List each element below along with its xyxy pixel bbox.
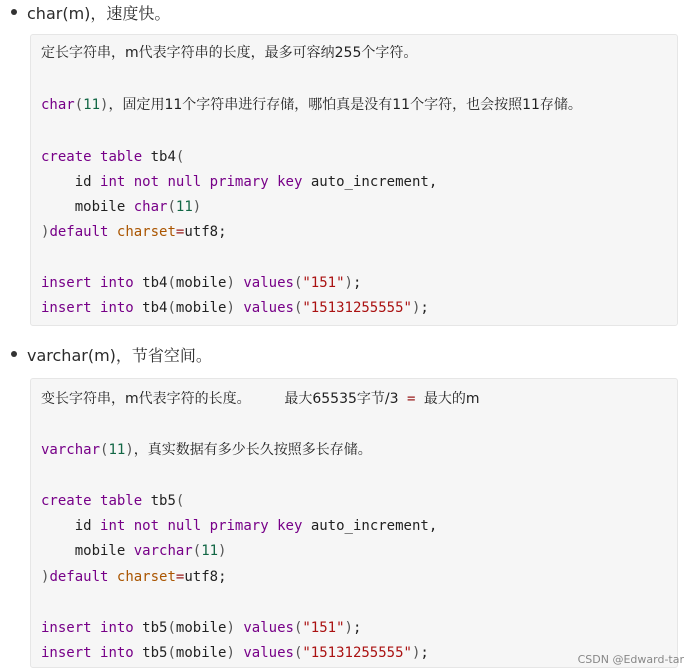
watermark: CSDN @Edward-tar (577, 653, 684, 666)
bullet-dot (11, 9, 17, 15)
comment-line: varchar(11)，真实数据有多少长久按照多长存储。 (41, 442, 372, 458)
code-line: id int not null primary key auto_increment, (74, 174, 438, 190)
bullet-text: varchar(m)，节省空间。 (27, 345, 212, 365)
code-line: )default charset=utf8; (41, 224, 227, 240)
code-line: insert into tb4(mobile) values("151"); (41, 275, 362, 291)
code-line: insert into tb4(mobile) values("15131255555"); (41, 300, 429, 316)
code-block-char (30, 34, 678, 326)
comment-line: 变长字符串，m代表字符的长度。 最大65535字节/3 = 最大的m (41, 391, 480, 407)
bullet-dot (11, 351, 17, 357)
bullet-text: char(m)，速度快。 (27, 3, 171, 23)
bullet-item-char (9, 0, 170, 24)
code-line: insert into tb5(mobile) values("15131255555"); (41, 645, 429, 661)
comment-line: char(11)，固定用11个字符串进行存储，哪怕真是没有11个字符，也会按照11存储。 (41, 97, 582, 113)
code-line: create table tb4( (41, 149, 185, 165)
bullet-item-varchar (9, 342, 212, 366)
code-line: mobile varchar(11) (74, 543, 227, 559)
code-line: create table tb5( (41, 493, 185, 509)
code-line: id int not null primary key auto_increment, (74, 518, 438, 534)
comment-line: 定长字符串，m代表字符串的长度，最多可容纳255个字符。 (41, 45, 418, 61)
code-line: mobile char(11) (74, 199, 202, 215)
code-line: insert into tb5(mobile) values("151"); (41, 620, 362, 636)
code-line: )default charset=utf8; (41, 569, 227, 585)
code-block-varchar (30, 378, 678, 668)
